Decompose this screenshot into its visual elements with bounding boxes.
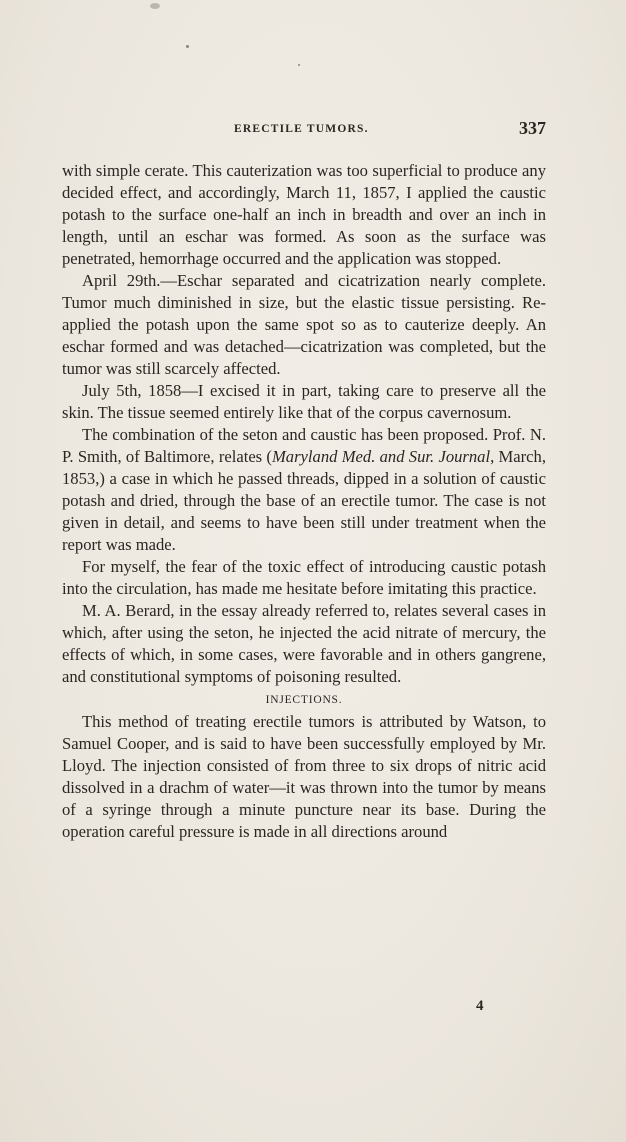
paragraph: July 5th, 1858—I excised it in part, taking care to preserve all the skin. The tissue seemed entirely like that of the corpus cavernosum. <box>62 381 546 422</box>
paragraph: April 29th.—Eschar separated and cicatrization nearly complete. Tumor much diminished in size, but the elastic tissue persisting. Re-applied the potash upon the same spot so as to cauterize deeply. An eschar formed and was detached—cicatrization was completed, but the tumor was still scarcely affected. <box>62 271 546 378</box>
paper-speck <box>298 64 300 66</box>
paragraph: with simple cerate. This cauterization was too superficial to produce any decided effect, and accordingly, March 11, 1857, I applied the caustic potash to the surface one-half an inch in breadth and over an inch in length, until an eschar was formed. As soon as the surface was penetrated, hemorrhage occurred and the application was stopped. <box>62 161 546 268</box>
paragraph <box>62 424 546 556</box>
paragraph-text: The combination of the seton and caustic has been proposed. Prof. N. P. Smith, of Baltimore, relates ( <box>62 425 546 466</box>
paragraph: This method of treating erectile tumors is attributed by Watson, to Samuel Cooper, and is said to have been successfully employed by Mr. Lloyd. The injection consisted of from three to six drops of nitric acid dissolved in a drachm of water—it was thrown into the tumor by means of a syringe through a minute puncture near its base. During the operation careful pressure is made in all directions around <box>62 712 546 841</box>
page-header <box>62 120 546 142</box>
page-body <box>62 160 546 843</box>
paper-stain <box>150 3 160 9</box>
section-heading: INJECTIONS. <box>265 694 343 706</box>
page-number: 337 <box>519 118 546 138</box>
running-head: ERECTILE TUMORS. <box>234 123 369 135</box>
journal-citation: Maryland Med. and Sur. Journal <box>271 447 491 466</box>
paper-speck <box>186 45 189 48</box>
signature-mark: 4 <box>476 998 484 1014</box>
paragraph-text: , March, 1853,) a case in which he passed threads, dipped in a solution of caustic potash and dried, through the base of an erectile tumor. The case is not given in detail, and seems to have been still under treatment when the report was made. <box>62 447 546 554</box>
paragraph: For myself, the fear of the toxic effect of introducing caustic potash into the circulation, has made me hesitate before imitating this practice. <box>62 557 546 598</box>
paragraph: M. A. Berard, in the essay already referred to, relates several cases in which, after using the seton, he injected the acid nitrate of mercury, the effects of which, in some cases, were favorable and in others gangrene, and constitutional symptoms of poisoning resulted. <box>62 601 546 686</box>
